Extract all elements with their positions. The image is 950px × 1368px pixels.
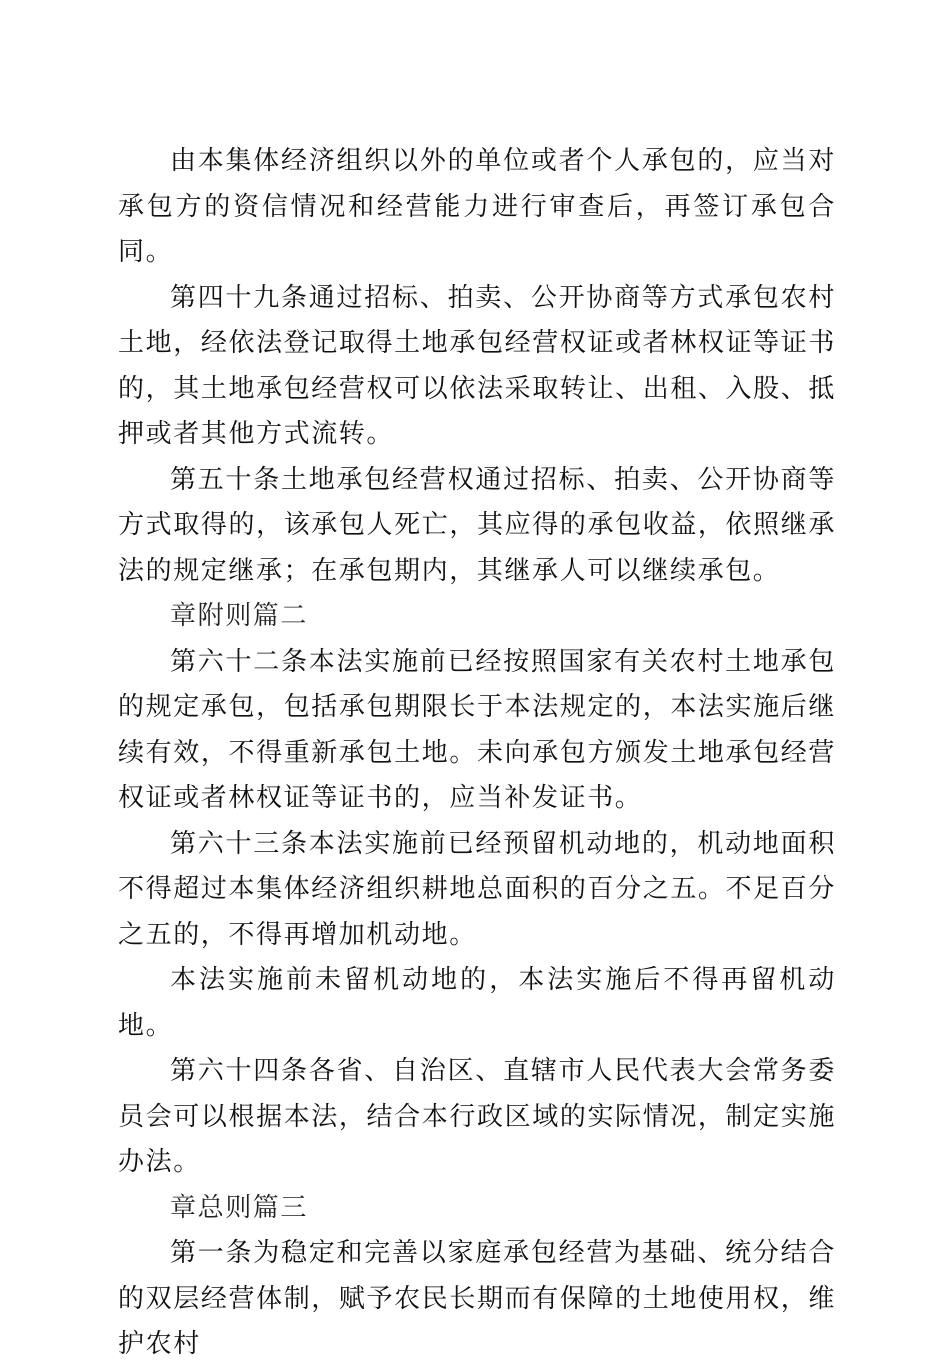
section-heading-supplementary: 章附则篇二	[170, 601, 309, 631]
paragraph-reserved-land: 本法实施前未留机动地的，本法实施后不得再留机动地。	[118, 965, 836, 1041]
document-body	[118, 139, 836, 1368]
section-heading-general: 章总则篇三	[170, 1192, 309, 1223]
paragraph-article-50: 第五十条土地承包经营权通过招标、拍卖、公开协商等方式取得的，该承包人死亡，其应得的承包收益，依照继承法的规定继承；在承包期内，其继承人可以继续承包。	[118, 464, 836, 586]
paragraph-article-49: 第四十九条通过招标、拍卖、公开协商等方式承包农村土地，经依法登记取得土地承包经营权证或者林权证等证书的，其土地承包经营权可以依法采取转让、出租、入股、抵押或者其他方式流转。	[118, 282, 836, 449]
paragraph-article-63: 第六十三条本法实施前已经预留机动地的，机动地面积不得超过本集体经济组织耕地总面积的百分之五。不足百分之五的，不得再增加机动地。	[118, 828, 836, 950]
paragraph-article-62: 第六十二条本法实施前已经按照国家有关农村土地承包的规定承包，包括承包期限长于本法规定的，本法实施后继续有效，不得重新承包土地。未向承包方颁发土地承包经营权证或者林权证等证书的，应当补发证书。	[118, 646, 836, 813]
paragraph-contract-review: 由本集体经济组织以外的单位或者个人承包的，应当对承包方的资信情况和经营能力进行审查后，再签订承包合同。	[118, 146, 836, 267]
paragraph-article-1: 第一条为稳定和完善以家庭承包经营为基础、统分结合的双层经营体制，赋予农民长期而有保障的土地使用权，维护农村	[118, 1238, 836, 1359]
paragraph-article-64: 第六十四条各省、自治区、直辖市人民代表大会常务委员会可以根据本法，结合本行政区域的实际情况，制定实施办法。	[118, 1056, 836, 1177]
